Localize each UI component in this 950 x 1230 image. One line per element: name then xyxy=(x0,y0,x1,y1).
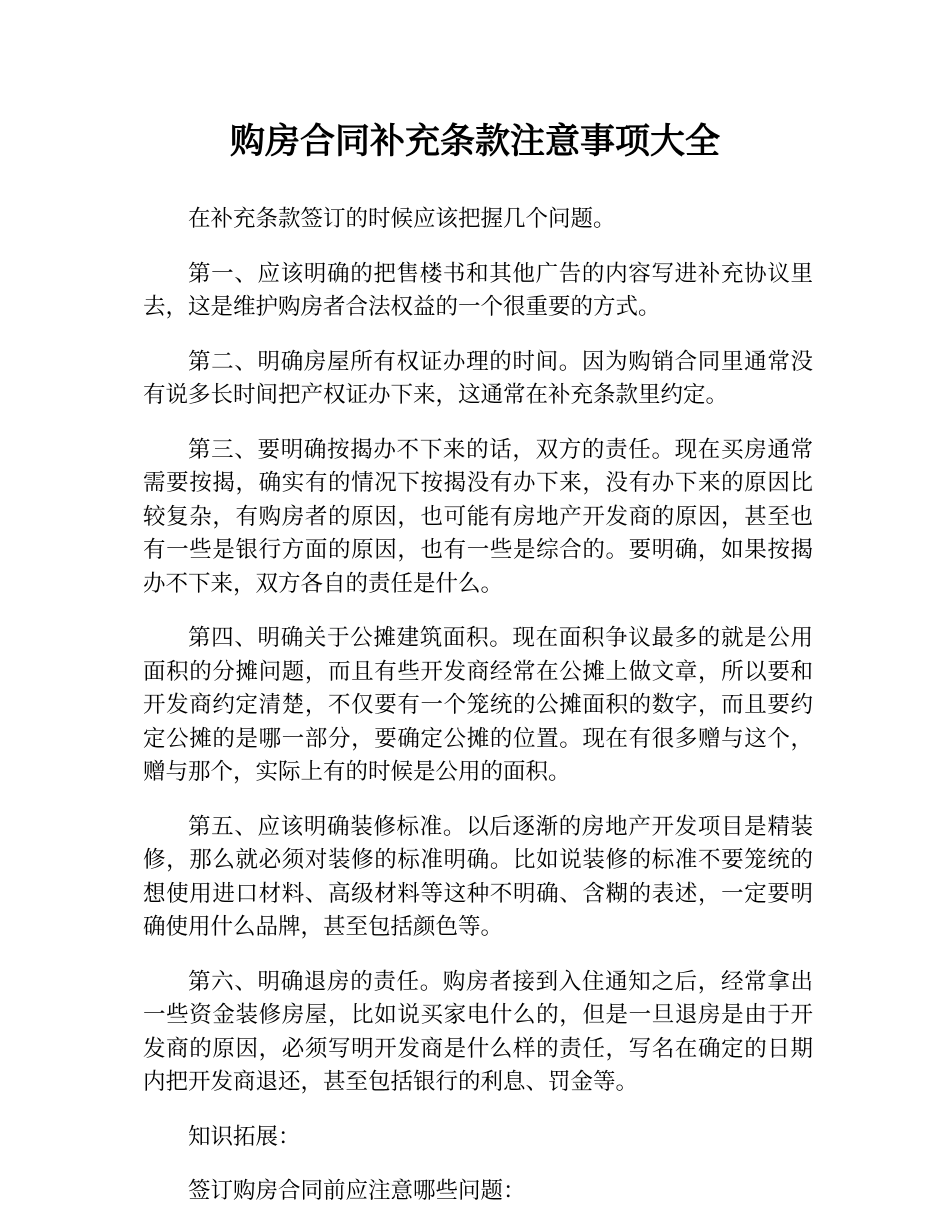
document-body xyxy=(143,203,813,1230)
paragraph-point-5: 第五、应该明确装修标准。以后逐渐的房地产开发项目是精装修，那么就必须对装修的标准明确。比如说装修的标准不要笼统的想使用进口材料、高级材料等这种不明确、含糊的表述，一定要明确使用什么品牌，甚至包括颜色等。 xyxy=(143,813,813,940)
paragraph-knowledge-heading: 知识拓展： xyxy=(188,1123,301,1150)
paragraph-point-2: 第二、明确房屋所有权证办理的时间。因为购销合同里通常没有说多长时间把产权证办下来，这通常在补充条款里约定。 xyxy=(143,348,813,408)
paragraph-point-3: 第三、要明确按揭办不下来的话，双方的责任。现在买房通常需要按揭，确实有的情况下按揭没有办下来，没有办下来的原因比较复杂，有购房者的原因，也可能有房地产开发商的原因，甚至也有一些是银行方面的原因，也有一些是综合的。要明确，如果按揭办不下来，双方各自的责任是什么。 xyxy=(143,436,813,597)
paragraph-point-4: 第四、明确关于公摊建筑面积。现在面积争议最多的就是公用面积的分摊问题，而且有些开发商经常在公摊上做文章，所以要和开发商约定清楚，不仅要有一个笼统的公摊面积的数字，而且要约定公摊的是哪一部分，要确定公摊的位置。现在有很多赠与这个，赠与那个，实际上有的时候是公用的面积。 xyxy=(143,625,813,785)
paragraph-pre-signing-heading: 签订购房合同前应注意哪些问题： xyxy=(188,1178,526,1204)
paragraph-point-1: 第一、应该明确的把售楼书和其他广告的内容写进补充协议里去，这是维护购房者合法权益的一个很重要的方式。 xyxy=(143,260,813,320)
document-title: 购房合同补充条款注意事项大全 xyxy=(229,122,720,162)
paragraph-intro: 在补充条款签订的时候应该把握几个问题。 xyxy=(188,206,616,232)
paragraph-point-6: 第六、明确退房的责任。购房者接到入住通知之后，经常拿出一些资金装修房屋，比如说买家电什么的，但是一旦退房是由于开发商的原因，必须写明开发商是什么样的责任，写名在确定的日期内把开发商退还，甚至包括银行的利息、罚金等。 xyxy=(143,968,813,1095)
